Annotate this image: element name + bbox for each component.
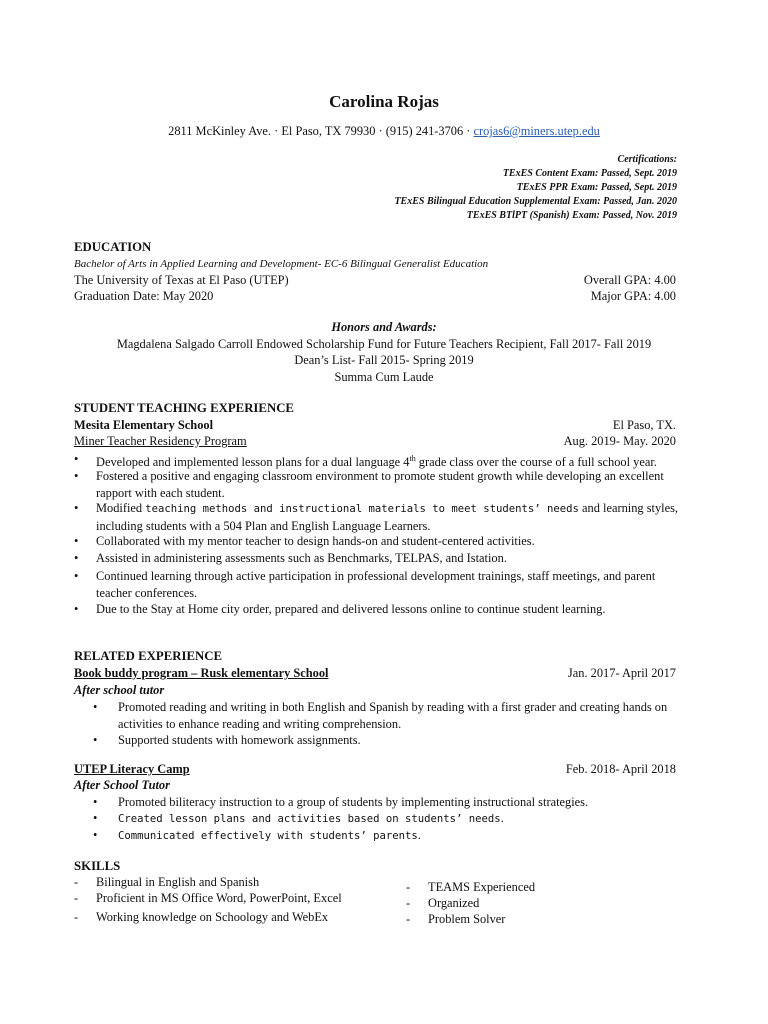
dash: - [74,875,79,889]
bullet-icon: • [93,733,98,747]
teaching-school: Mesita Elementary School [74,418,214,432]
list-item [93,794,683,811]
skill-text: Problem Solver [428,912,506,926]
related-heading: RELATED EXPERIENCE [74,649,223,663]
school-name: The University of Texas at El Paso (UTEP) [74,273,289,287]
dash: - [74,910,79,924]
honor-item: Magdalena Salgado Carroll Endowed Scholarship Fund for Future Teachers Recipient, Fall 2017- Fall 2019 [116,337,652,351]
list-item [93,810,683,828]
skill-item [406,896,479,911]
list-item [74,568,684,601]
degree: Bachelor of Arts in Applied Learning and Development- EC-6 Bilingual Generalist Education [74,258,489,270]
candidate-name: Carolina Rojas [329,92,439,111]
bullet-icon: • [74,551,79,565]
bullet-text: Promoted reading and writing in both English and Spanish by reading with a first grader and creating hands on activities to enhance reading and writing comprehension. [118,700,668,731]
bullet-icon: • [93,795,98,809]
bullet-text: Supported students with homework assignments. [118,733,361,747]
email-link[interactable]: crojas6@miners.utep.edu [473,124,600,138]
list-item [74,468,684,501]
bullet-icon: • [93,828,98,842]
bullet-icon: • [74,569,79,583]
major-gpa: Major GPA: 4.00 [590,289,676,303]
bullet-text: . [500,811,504,825]
teaching-location: El Paso, TX. [612,418,676,432]
bullet-icon: • [74,469,79,483]
bullet-icon: • [74,452,79,466]
skill-item [74,875,259,890]
dash: - [406,912,411,926]
certification-item: TExES Bilingual Education Supplemental Exam: Passed, Jan. 2020 [394,196,677,207]
bullet-text: Fostered a positive and engaging classroom environment to promote student growth while developing an excellent rapport with each student. [96,469,664,500]
bullet-text: Collaborated with my mentor teacher to design hands-on and student-centered activities. [96,534,535,548]
bullet-text: . [417,828,421,842]
certification-item: TExES PPR Exam: Passed, Sept. 2019 [516,182,677,193]
bullet-icon: • [93,811,98,825]
skill-text: Organized [428,896,480,910]
skill-text: Working knowledge on Schoology and WebEx [96,910,329,924]
skill-item [74,891,342,906]
bullet-text-mono: teaching methods and instructional materials to meet students’ needs [145,503,579,515]
teaching-dates: Aug. 2019- May. 2020 [563,434,676,448]
dash: - [74,891,79,905]
list-item [74,601,684,618]
list-item [93,699,683,732]
job-title: UTEP Literacy Camp [74,762,190,776]
bullet-text: Assisted in administering assessments such as Benchmarks, TELPAS, and Istation. [96,551,507,565]
bullet-text: Modified [96,501,146,515]
dash: - [406,880,411,894]
skill-item [406,880,535,895]
bullet-icon: • [74,602,79,616]
bullet-icon: • [74,501,79,515]
bullet-text: Developed and implemented lesson plans for a dual language 4 [96,455,410,470]
bullet-icon: • [74,534,79,548]
certification-item: TExES BTlPT (Spanish) Exam: Passed, Nov. 2019 [466,210,677,221]
job-role: After school tutor [74,683,165,697]
skill-text: Bilingual in English and Spanish [96,875,260,889]
skill-text: Proficient in MS Office Word, PowerPoint, Excel [96,891,342,905]
list-item [74,533,684,550]
honor-item: Summa Cum Laude [334,370,434,384]
bullet-text: Due to the Stay at Home city order, prepared and delivered lessons online to continue student learning. [96,602,606,616]
contact-details: 2811 McKinley Ave. · El Paso, TX 79930 · (915) 241-3706 · [168,124,474,138]
skill-item [406,912,505,927]
certifications-title: Certifications: [617,154,677,165]
certification-item: TExES Content Exam: Passed, Sept. 2019 [502,168,677,179]
skills-heading: SKILLS [74,859,121,873]
list-item [74,500,684,534]
dash: - [406,896,411,910]
superscript: th [409,454,416,463]
job-title: Book buddy program – Rusk elementary School [74,666,329,680]
teaching-program: Miner Teacher Residency Program [74,434,247,448]
bullet-text: and learning styles, including students with a 504 Plan and English Language Learners. [96,501,679,533]
list-item [93,827,683,845]
bullet-text: grade class over the course of a full school year. [415,455,657,470]
list-item [93,732,683,749]
education-heading: EDUCATION [74,240,152,254]
job-role: After School Tutor [74,778,170,792]
student-teaching-heading: STUDENT TEACHING EXPERIENCE [74,401,294,415]
contact-line [0,124,768,139]
bullet-text-mono: Created lesson plans and activities based on students’ needs [118,813,501,825]
list-item [74,550,684,567]
job-dates: Feb. 2018- April 2018 [565,762,676,776]
bullet-text: Continued learning through active participation in professional development trainings, staff meetings, and parent teacher conferences. [96,569,656,600]
bullet-text-mono: Communicated effectively with students’ parents [118,830,418,842]
bullet-icon: • [93,700,98,714]
skill-text: TEAMS Experienced [428,880,536,894]
bullet-text: Promoted biliteracy instruction to a group of students by implementing instructional strategies. [118,795,589,809]
honor-item: Dean’s List- Fall 2015- Spring 2019 [294,353,474,367]
job-dates: Jan. 2017- April 2017 [567,666,676,680]
honors-title: Honors and Awards: [331,320,437,334]
graduation-date: Graduation Date: May 2020 [74,289,214,303]
overall-gpa: Overall GPA: 4.00 [583,273,676,287]
skill-item [74,910,328,925]
